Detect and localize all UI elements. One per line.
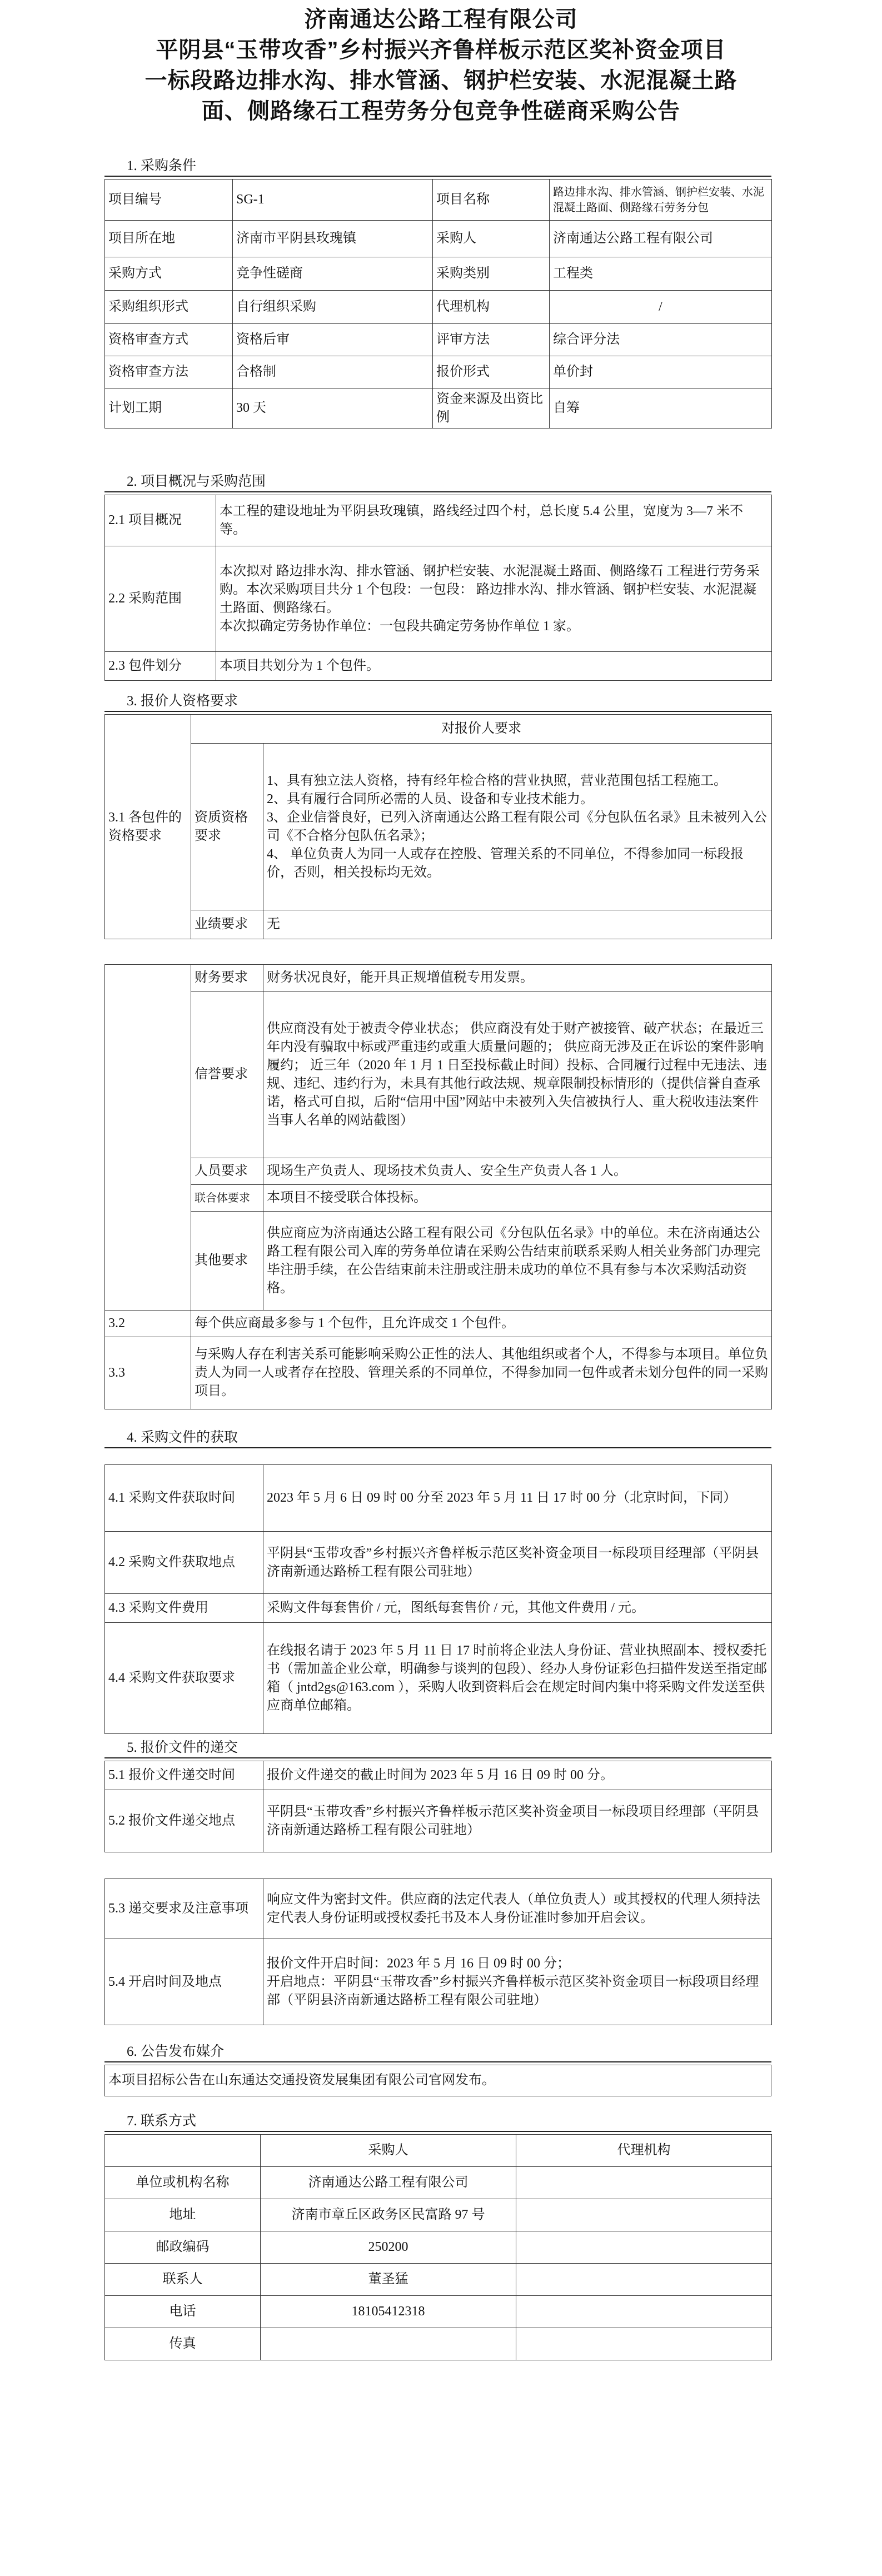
table-row: 采购方式 竞争性磋商 采购类别 工程类 [105,257,772,291]
table-row: 3.3 与采购人存在利害关系可能影响采购公正性的法人、其他组织或者个人，不得参与本项目。单位负责人为同一人或者存在控股、管理关系的不同单位，不得参加同一包件或者未划分包件的同一采购项目。 [105,1337,772,1409]
table-row: 电话 18105412318 [105,2296,772,2328]
section-6-title: 公告发布媒介 [141,2044,225,2059]
table-row: 4.2 采购文件获取地点 平阴县“玉带攻香”乡村振兴齐鲁样板示范区奖补资金项目一标段项目经理部（平阴县济南新通达路桥工程有限公司驻地） [105,1532,772,1594]
table-row: 业绩要求 无 [105,910,772,939]
table-row: 2.3 包件划分 本项目共划分为 1 个包件。 [105,652,772,681]
table-row: 传真 [105,2328,772,2360]
section-5-title: 报价文件的递交 [141,1740,238,1755]
table-row: 4.3 采购文件费用 采购文件每套售价 / 元，图纸每套售价 / 元，其他文件费用 / 元。 [105,1594,772,1623]
section-4-title: 采购文件的获取 [141,1430,238,1445]
table-row: 计划工期 30 天 资金来源及出资比例 自筹 [105,388,772,428]
section-5-heading: 5. 报价文件的递交 [104,1738,771,1758]
section-4-table [104,1464,771,1734]
section-2-title: 项目概况与采购范围 [141,474,266,489]
table-row: 其他要求 供应商应为济南通达公路工程有限公司《分包队伍名录》中的单位。未在济南通达公路工程有限公司入库的劳务单位请在采购公告结束前联系采购人相关业务部门办理完毕注册手续，在公告结束前未注册或注册未成功的单位不具有参与本次采购活动资格。 [105,1212,772,1311]
section-3-heading: 3. 报价人资格要求 [104,692,771,712]
section-1-title: 采购条件 [141,158,197,173]
document-title [0,4,882,127]
section-5-table-b [104,1879,771,2025]
table-row: 采购组织形式 自行组织采购 代理机构 / [105,291,772,324]
table-row: 项目所在地 济南市平阴县玫瑰镇 采购人 济南通达公路工程有限公司 [105,221,772,257]
section-3-title: 报价人资格要求 [141,694,238,709]
section-7-table [104,2134,771,2360]
table-row: 联合体要求 本项目不接受联合体投标。 [105,1185,772,1212]
section-1-table [104,179,771,428]
table-row: 资质资格要求 1、具有独立法人资格，持有经年检合格的营业执照，营业范围包括工程施工。 2、具有履行合同所必需的人员、设备和专业技术能力。 3、企业信誉良好，已列入济南通达公路工程有限公司《分包队伍名录》且未被列入公司《不合格分包队伍名录》； 4、 单位负责人为同一人或存在控股、管理关系的不同单位，不得参加同一标段报价，否则，相关投标均无效。 [105,744,772,910]
table-row: 本项目招标公告在山东通达交通投资发展集团有限公司官网发布。 [105,2065,771,2096]
table-row: 资格审查方式 资格后审 评审方法 综合评分法 [105,324,772,356]
table-row: 单位或机构名称 济南通达公路工程有限公司 [105,2167,772,2199]
table-row: 2.2 采购范围 本次拟对 路边排水沟、排水管涵、钢护栏安装、水泥混凝土路面、侧路缘石 工程进行劳务采购。本次采购项目共分 1 个包段：一包段： 路边排水沟、排水管涵、钢护栏安装、水泥混凝土路面、侧路缘石。 本次拟确定劳务协作单位：一包段共确定劳务协作单位 1 家。 [105,546,772,652]
table-row: 财务要求 财务状况良好，能开具正规增值税专用发票。 [105,965,772,991]
table-row: 5.2 报价文件递交地点 平阴县“玉带攻香”乡村振兴齐鲁样板示范区奖补资金项目一标段项目经理部（平阴县济南新通达路桥工程有限公司驻地） [105,1790,772,1852]
table-row: 联系人 董圣猛 [105,2264,772,2296]
table-row: 地址 济南市章丘区政务区民富路 97 号 [105,2199,772,2231]
section-2-heading: 2. 项目概况与采购范围 [104,472,771,492]
section-3-table-a [104,714,771,939]
section-6-heading: 6. 公告发布媒介 [104,2042,771,2062]
section-1-heading: 1. 采购条件 [104,157,771,177]
title-line-2: 平阴县“玉带攻香”乡村振兴齐鲁样板示范区奖补资金项目 [156,38,726,62]
section-6-table [104,2065,771,2096]
table-row: 5.3 递交要求及注意事项 响应文件为密封文件。供应商的法定代表人（单位负责人）或其授权的代理人须持法定代表人身份证明或授权委托书及本人身份证准时参加开启会议。 [105,1879,772,1939]
table-row: 5.1 报价文件递交时间 报价文件递交的截止时间为 2023 年 5 月 16 日 09 时 00 分。 [105,1761,772,1790]
section-4-heading: 4. 采购文件的获取 [104,1428,771,1448]
section-7-title: 联系方式 [141,2114,197,2129]
section-5-table-a [104,1761,771,1852]
section-2-table [104,495,771,681]
table-row: 人员要求 现场生产负责人、现场技术负责人、安全生产负责人各 1 人。 [105,1158,772,1185]
title-line-1: 济南通达公路工程有限公司 [304,7,578,32]
table-row: 项目编号 SG-1 项目名称 路边排水沟、排水管涵、钢护栏安装、水泥混凝土路面、侧路缘石劳务分包 [105,180,772,221]
table-row: 4.4 采购文件获取要求 在线报名请于 2023 年 5 月 11 日 17 时前将企业法人身份证、营业执照副本、授权委托书（需加盖企业公章，明确参与谈判的包段）、经办人身份证彩色扫描件发送至指定邮箱（ jntd2gs@163.com ），采购人收到资料后会在规定时间内集中将采购文件发送至供应商单位邮箱。 [105,1623,772,1734]
section-7-heading: 7. 联系方式 [104,2112,771,2132]
table-row: 5.4 开启时间及地点 报价文件开启时间：2023 年 5 月 16 日 09 时 00 分； 开启地点：平阴县“玉带攻香”乡村振兴齐鲁样板示范区奖补资金项目一标段项目经理部（平阴县济南新通达路桥工程有限公司驻地） [105,1939,772,2025]
table-row: 3.1 各包件的资格要求 对报价人要求 [105,715,772,744]
section-3-table-b [104,964,771,1409]
table-row: 3.2 每个供应商最多参与 1 个包件，且允许成交 1 个包件。 [105,1311,772,1337]
table-row: 资格审查方法 合格制 报价形式 单价封 [105,356,772,388]
table-row: 2.1 项目概况 本工程的建设地址为平阴县玫瑰镇，路线经过四个村，总长度 5.4 公里，宽度为 3—7 米不等。 [105,495,772,546]
title-line-4: 面、侧路缘石工程劳务分包竞争性磋商采购公告 [202,99,680,123]
table-row: 采购人 代理机构 [105,2135,772,2167]
table-row: 4.1 采购文件获取时间 2023 年 5 月 6 日 09 时 00 分至 2023 年 5 月 11 日 17 时 00 分（北京时间，下同） [105,1465,772,1532]
table-row: 信誉要求 供应商没有处于被责令停业状态； 供应商没有处于财产被接管、破产状态；在最近三年内没有骗取中标或严重违约或重大质量问题的； 供应商无涉及正在诉讼的案件影响履约； 近三年（2020 年 1 月 1 日至投标截止时间）投标、合同履行过程中无违法、违规、违纪、违约行为，未具有其他行政法规、规章限制投标情形的（提供信誉自查承诺，格式可自拟，后附“信用中国”网站中未被列入失信被执行人、重大税收违法案件当事人名单的网站截图） [105,991,772,1158]
title-line-3: 一标段路边排水沟、排水管涵、钢护栏安装、水泥混凝土路 [144,68,738,93]
table-row: 邮政编码 250200 [105,2231,772,2264]
